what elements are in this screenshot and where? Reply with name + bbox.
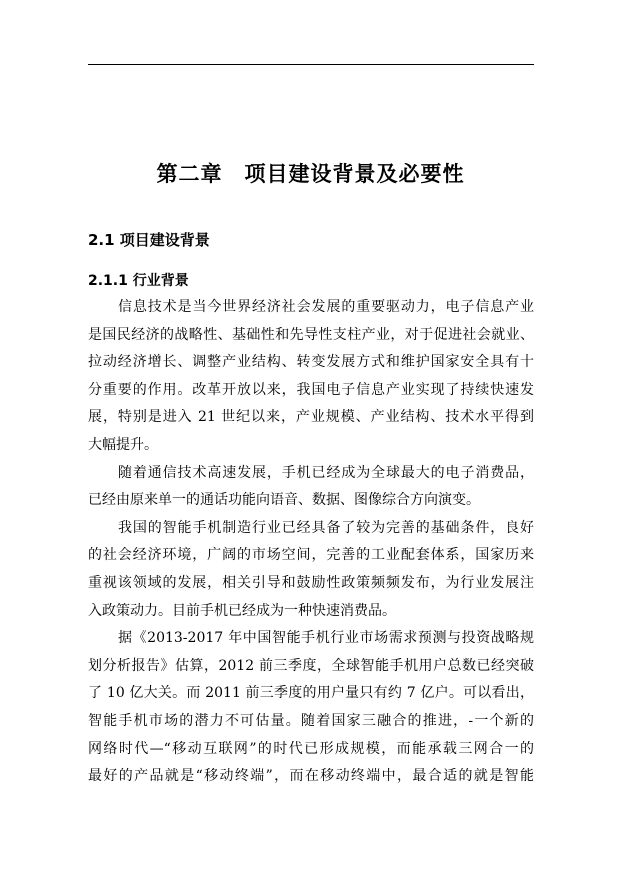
paragraph-line: 入政策动力。目前手机已经成为一种快速消费品。 <box>88 602 396 619</box>
paragraph-line: 拉动经济增长、调整产业结构、转变发展方式和维护国家安全具有十 <box>88 354 534 371</box>
paragraph-line: 网络时代—“移动互联网”的时代已形成规模，而能承载三网合一的 <box>88 740 534 757</box>
paragraph-line: 展，特别是进入 21 世纪以来，产业规模、产业结构、技术水平得到 <box>88 409 534 426</box>
section-heading: 2.1 项目建设背景 <box>88 231 210 249</box>
paragraph-line: 大幅提升。 <box>88 436 158 453</box>
paragraph-line: 的社会经济环境，广阔的市场空间，完善的工业配套体系，国家历来 <box>88 547 534 564</box>
paragraph-line: 划分析报告》估算，2012 前三季度，全球智能手机用户总数已经突破 <box>88 657 534 674</box>
paragraph-line: 最好的产品就是“移动终端”，而在移动终端中，最合适的就是智能 <box>88 768 534 785</box>
paragraph-line: 随着通信技术高速发展，手机已经成为全球最大的电子消费品， <box>118 464 534 481</box>
subsection-heading: 2.1.1 行业背景 <box>88 273 189 289</box>
paragraph-line: 据《2013-2017 年中国智能手机行业市场需求预测与投资战略规 <box>118 630 534 647</box>
paragraph-line: 了 10 亿大关。而 2011 前三季度的用户量只有约 7 亿户。可以看出， <box>88 685 534 702</box>
paragraph-line: 重视该领域的发展，相关引导和鼓励性政策频频发布，为行业发展注 <box>88 574 534 591</box>
paragraph-line: 分重要的作用。改革开放以来，我国电子信息产业实现了持续快速发 <box>88 381 534 398</box>
paragraph-line: 我国的智能手机制造行业已经具备了较为完善的基础条件，良好 <box>118 519 534 536</box>
paragraph-line: 已经由原来单一的通话功能向语音、数据、图像综合方向演变。 <box>88 492 480 509</box>
header-rule <box>88 64 534 65</box>
body-text <box>88 294 534 791</box>
paragraph-line: 信息技术是当今世界经济社会发展的重要驱动力，电子信息产业 <box>118 299 534 315</box>
chapter-title: 第二章 项目建设背景及必要性 <box>156 162 465 186</box>
paragraph-line: 智能手机市场的潜力不可估量。随着国家三融合的推进，-一个新的 <box>88 712 534 729</box>
paragraph-line: 是国民经济的战略性、基础性和先导性支柱产业，对于促进社会就业、 <box>88 326 534 343</box>
